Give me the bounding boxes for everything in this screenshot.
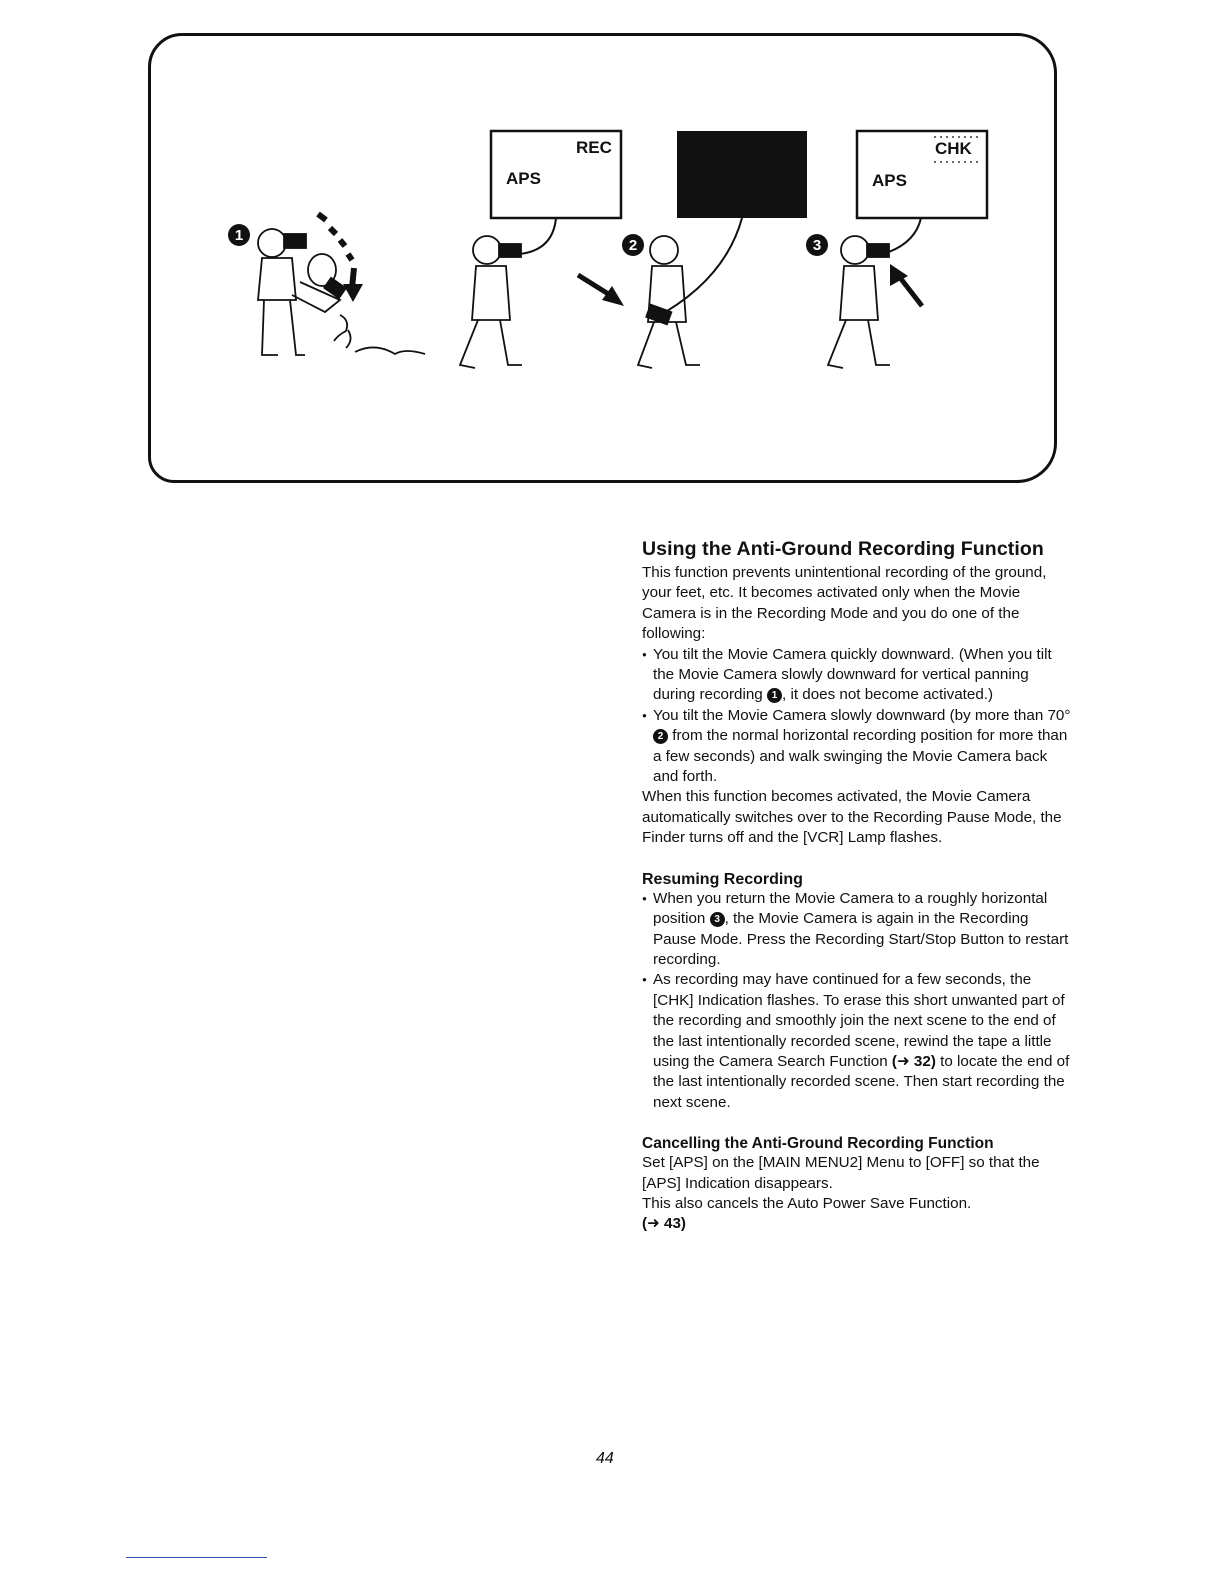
marker-2 [622, 234, 644, 256]
figure-quick-tilt [258, 229, 425, 355]
section-title: Using the Anti-Ground Recording Function [642, 538, 1044, 560]
figure-walking-camera-down [638, 236, 700, 368]
viewfinder-screen-off [677, 131, 807, 218]
figure-returning-horizontal [828, 236, 890, 368]
aps-indicator: APS [506, 169, 541, 188]
list-item: ● You tilt the Movie Camera slowly downward (by more than 70° 2 from the normal horizontal recording position for more than a few seconds) and walk swinging the Movie Camera back and forth. [642, 706, 1072, 788]
marker-3 [806, 234, 828, 256]
aps-indicator: APS [872, 171, 907, 190]
activation-conditions-list [642, 645, 1072, 788]
cancelling-instruction: Set [APS] on the [MAIN MENU2] Menu to [OFF] so that the [APS] Indication disappears. [642, 1154, 1040, 1192]
page-reference: (➜ 32) [891, 1052, 936, 1070]
page-number: 44 [596, 1450, 614, 1467]
resuming-title: Resuming Recording [642, 870, 803, 888]
marker-1-icon: 1 [767, 688, 782, 703]
transition-arrow-icon [578, 275, 624, 306]
intro-paragraph: This function prevents unintentional recording of the ground, your feet, etc. It becomes activated only when the Movie Camera is in the Recording Mode and you do one of the following: [642, 564, 1047, 643]
chk-indicator: CHK [935, 139, 972, 158]
activation-outcome: When this function becomes activated, the Movie Camera automatically switches over to the Recording Pause Mode, the Finder turns off and the [VCR] Lamp flashes. [642, 788, 1062, 847]
page-reference: (➜ 43) [642, 1215, 686, 1233]
svg-text:3: 3 [812, 237, 822, 254]
list-item: ● As recording may have continued for a few seconds, the [CHK] Indication flashes. To erase this short unwanted part of the recording and smoothly join the next scene to the end of the last intentionally recorded scene, rewind the tape a little using the Camera Search Function (➜ 32) to locate the end of the last intentionally recorded scene. Then start recording the next scene. [642, 970, 1072, 1113]
svg-text:1: 1 [234, 227, 244, 244]
cancelling-note: This also cancels the Auto Power Save Function. [642, 1194, 972, 1212]
instruction-column [642, 538, 1072, 1235]
marker-3-icon: 3 [710, 912, 725, 927]
list-item: ● You tilt the Movie Camera quickly downward. (When you tilt the Movie Camera slowly downward for vertical panning during recording 1 , it does not become activated.) [642, 645, 1072, 706]
resuming-list [642, 889, 1072, 1113]
marker-2-icon: 2 [653, 729, 668, 744]
viewfinder-screen-chk [857, 131, 987, 218]
cancelling-title: Cancelling the Anti-Ground Recording Function [642, 1135, 994, 1153]
figure-standing [460, 236, 522, 368]
footer-rule [126, 1557, 267, 1558]
rec-indicator: REC [576, 138, 612, 157]
raise-arrow-icon [890, 264, 922, 306]
anti-ground-illustration [0, 0, 1224, 500]
viewfinder-screen-rec [491, 131, 621, 218]
marker-1 [228, 224, 250, 246]
list-item: ● When you return the Movie Camera to a roughly horizontal position 3 , the Movie Camera is again in the Recording Pause Mode. Press the Recording Start/Stop Button to restart recording. [642, 889, 1072, 971]
svg-text:2: 2 [628, 237, 638, 254]
